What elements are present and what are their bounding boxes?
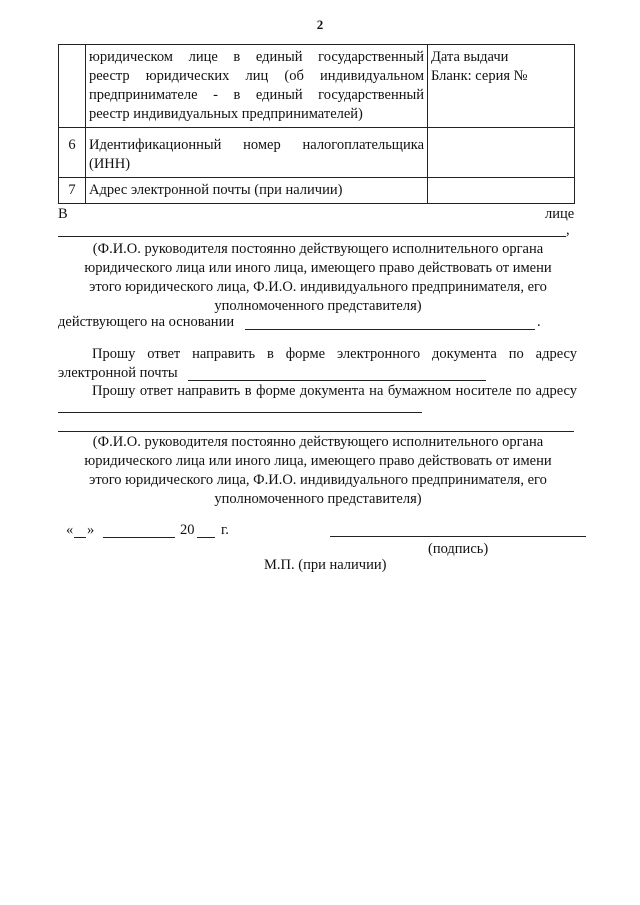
- caption-line: уполномоченного представителя): [214, 298, 422, 314]
- email-address-line[interactable]: [188, 380, 486, 381]
- date-year-suffix: г.: [221, 522, 229, 538]
- row-number: 7: [59, 178, 86, 204]
- date-year-prefix: 20: [180, 522, 195, 538]
- row-label-line: (ИНН): [89, 156, 131, 172]
- caption-line: этого юридического лица, Ф.И.О. индивидуального предпринимателя, его: [89, 472, 547, 488]
- request-electronic-line-2: электронной почты: [58, 365, 178, 381]
- v-right-text: лице: [545, 206, 575, 222]
- acting-basis-line[interactable]: [245, 329, 535, 330]
- fio-caption-2: [58, 433, 578, 509]
- row-label-line: Идентификационный номер налогоплательщика: [89, 137, 424, 153]
- row-label-line: юридическом лице в единый государственный: [89, 49, 424, 65]
- row-label-line: предпринимателе - в единый государственный: [89, 87, 424, 103]
- row-label: [86, 128, 428, 178]
- date-year-line[interactable]: [197, 537, 215, 538]
- caption-line: (Ф.И.О. руководителя постоянно действующего исполнительного органа: [92, 241, 544, 257]
- signature-caption: (подпись): [428, 541, 489, 557]
- period-text: .: [537, 314, 541, 330]
- info-table: [58, 44, 575, 204]
- stamp-caption: М.П. (при наличии): [264, 557, 387, 573]
- row-value: [428, 45, 575, 128]
- page-number: 2: [316, 17, 324, 32]
- row-number: 6: [59, 128, 86, 178]
- row-label: [86, 45, 428, 128]
- table-row: [59, 178, 575, 204]
- postal-address-line[interactable]: [58, 412, 422, 413]
- request-electronic-line-1: Прошу ответ направить в форме электронного документа по адресу: [92, 346, 577, 362]
- v-left-text: В: [58, 206, 68, 222]
- representative-name-line[interactable]: [58, 431, 574, 432]
- row-label-line: реестр индивидуальных предпринимателей): [89, 106, 363, 122]
- caption-line: этого юридического лица, Ф.И.О. индивидуального предпринимателя, его: [89, 279, 547, 295]
- date-close-quote: »: [87, 522, 95, 538]
- date-day-line[interactable]: [74, 537, 86, 538]
- fio-caption-1: [58, 240, 578, 316]
- row-value[interactable]: [428, 128, 575, 178]
- date-open-quote: «: [66, 522, 74, 538]
- row-label-line: Адрес электронной почты (при наличии): [89, 182, 343, 198]
- table-row: [59, 128, 575, 178]
- request-paper-text: Прошу ответ направить в форме документа на бумажном носителе по адресу: [92, 383, 577, 399]
- row-label-line: реестр юридических лиц (об индивидуальном: [89, 68, 424, 84]
- caption-line: (Ф.И.О. руководителя постоянно действующего исполнительного органа: [92, 434, 544, 450]
- row-number: [59, 45, 86, 128]
- row-label: [86, 178, 428, 204]
- row-value[interactable]: [428, 178, 575, 204]
- comma-text: ,: [566, 222, 570, 238]
- form-series-label: Бланк: серия №: [431, 68, 528, 84]
- date-month-line[interactable]: [103, 537, 175, 538]
- organization-name-line[interactable]: [58, 236, 566, 237]
- caption-line: юридического лица или иного лица, имеющего право действовать от имени: [84, 453, 552, 469]
- signature-line[interactable]: [330, 536, 586, 537]
- table-row: [59, 45, 575, 128]
- acting-basis-label: действующего на основании: [58, 314, 235, 330]
- issue-date-label: Дата выдачи: [431, 49, 509, 65]
- caption-line: юридического лица или иного лица, имеющего право действовать от имени: [84, 260, 552, 276]
- caption-line: уполномоченного представителя): [214, 491, 422, 507]
